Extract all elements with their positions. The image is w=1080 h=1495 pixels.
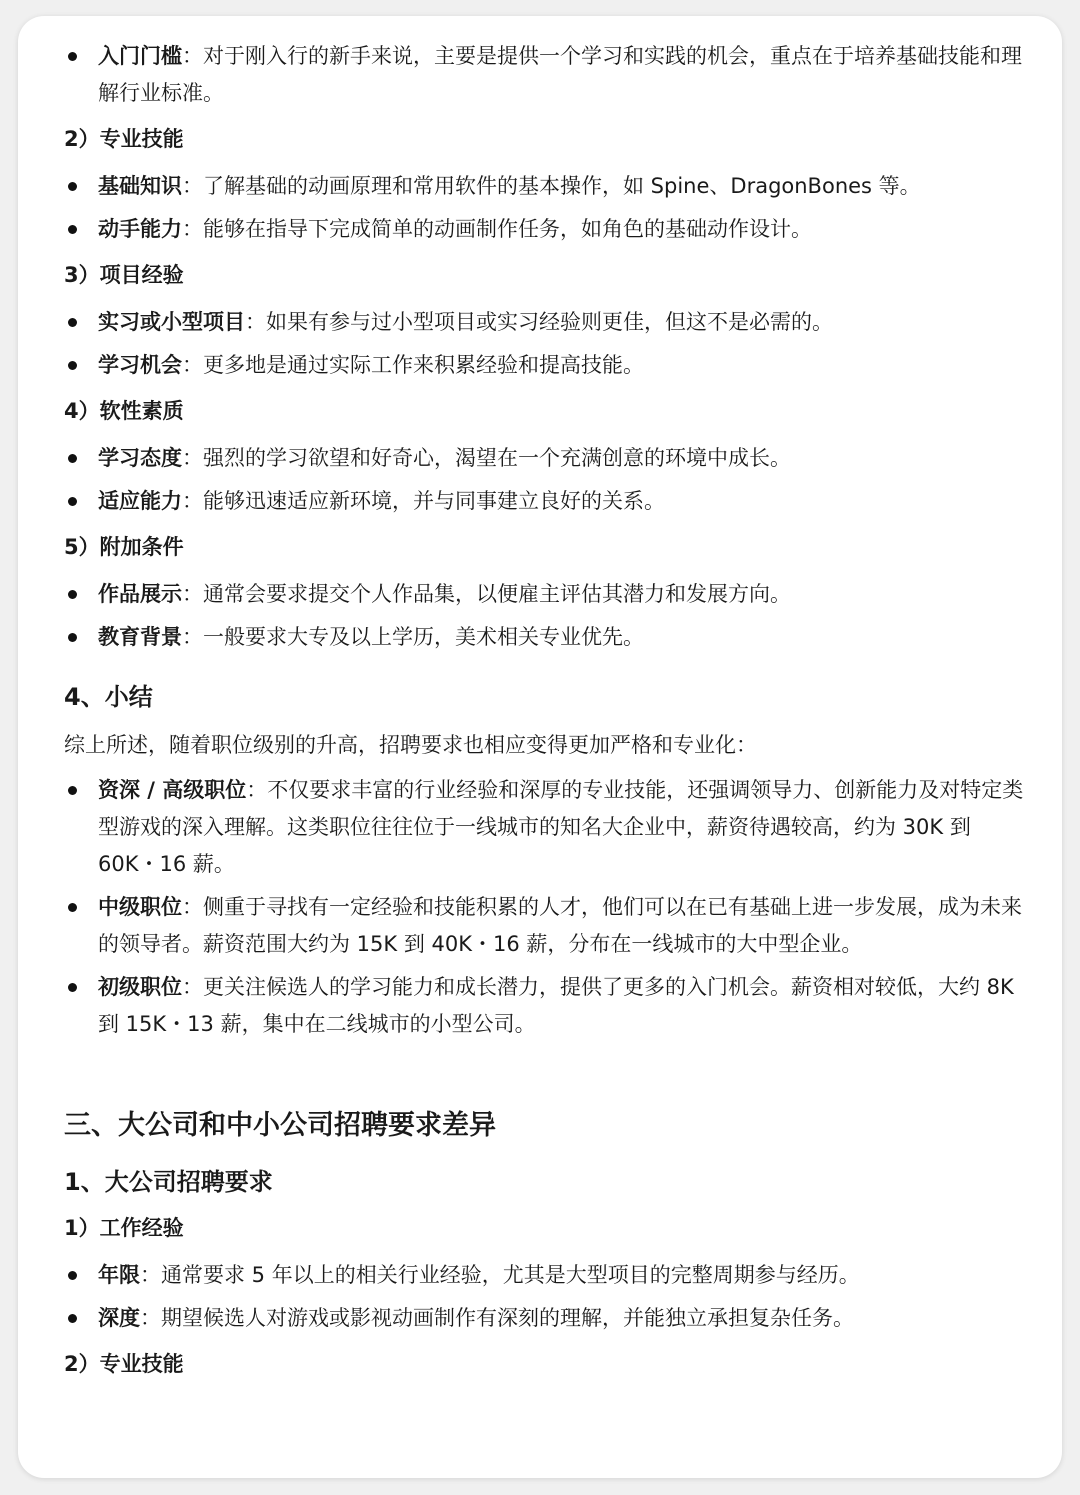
- bullet-dot: [68, 361, 77, 370]
- section-heading: 1、大公司招聘要求: [64, 1168, 273, 1196]
- item-colon: ：: [182, 625, 203, 649]
- item-text: 通常会要求提交个人作品集，以便雇主评估其潜力和发展方向。: [203, 582, 791, 606]
- bullet-dot: [68, 497, 77, 506]
- item-colon: ：: [182, 582, 203, 606]
- item-colon: ：: [182, 217, 203, 241]
- list-item: [64, 576, 1024, 613]
- item-term: 资深 / 高级职位: [98, 778, 247, 802]
- item-text: 通常要求 5 年以上的相关行业经验，尤其是大型项目的完整周期参与经历。: [161, 1263, 860, 1287]
- bullet-dot: [68, 633, 77, 642]
- list-item: [64, 440, 1024, 477]
- list-item: [64, 969, 1024, 1043]
- list-item: [64, 211, 1024, 248]
- item-text: 期望候选人对游戏或影视动画制作有深刻的理解，并能独立承担复杂任务。: [161, 1306, 854, 1330]
- list-item: [64, 168, 1024, 205]
- item-term: 作品展示: [98, 582, 182, 606]
- item-colon: ：: [140, 1306, 161, 1330]
- list-item: [64, 38, 1024, 112]
- item-term: 教育背景: [98, 625, 182, 649]
- bullet-dot: [68, 52, 77, 61]
- subsection-heading: 2）专业技能: [64, 127, 184, 151]
- item-text: 不仅要求丰富的行业经验和深厚的专业技能，还强调领导力、创新能力及对特定类型游戏的深入理解。这类职位往往位于一线城市的知名大企业中，薪资待遇较高，约为 30K 到 60K・16 薪。: [98, 778, 1024, 876]
- bullet-dot: [68, 1314, 77, 1323]
- item-text: 了解基础的动画原理和常用软件的基本操作，如 Spine、DragonBones 等。: [203, 174, 921, 198]
- subsection-heading: 5）附加条件: [64, 535, 184, 559]
- item-term: 动手能力: [98, 217, 182, 241]
- item-term: 入门门槛: [98, 44, 182, 68]
- item-term: 学习机会: [98, 353, 182, 377]
- item-term: 深度: [98, 1306, 140, 1330]
- item-colon: ：: [182, 44, 203, 68]
- bullet-dot: [68, 903, 77, 912]
- item-text: 一般要求大专及以上学历，美术相关专业优先。: [203, 625, 644, 649]
- article-card: [18, 16, 1062, 1478]
- item-colon: ：: [246, 778, 268, 802]
- item-colon: ：: [182, 975, 203, 999]
- bullet-dot: [68, 590, 77, 599]
- item-term: 年限: [98, 1263, 140, 1287]
- item-term: 学习态度: [98, 446, 182, 470]
- bullet-dot: [68, 318, 77, 327]
- list-item: [64, 772, 1024, 883]
- bullet-dot: [68, 983, 77, 992]
- list-item: [64, 1257, 1024, 1294]
- item-colon: ：: [182, 353, 203, 377]
- item-term: 中级职位: [98, 895, 182, 919]
- list-item: [64, 619, 1024, 656]
- chapter-heading: 三、大公司和中小公司招聘要求差异: [64, 1110, 496, 1141]
- list-item: [64, 1300, 1024, 1337]
- item-colon: ：: [182, 446, 203, 470]
- item-text: 能够迅速适应新环境，并与同事建立良好的关系。: [203, 489, 665, 513]
- list-item: [64, 889, 1024, 963]
- bullet-dot: [68, 225, 77, 234]
- item-term: 适应能力: [98, 489, 182, 513]
- article-content: [64, 38, 1024, 1379]
- list-item: [64, 304, 1024, 341]
- item-colon: ：: [182, 174, 203, 198]
- subsection-heading: 1）工作经验: [64, 1216, 184, 1240]
- list-item: [64, 483, 1024, 520]
- subsection-heading: 2）专业技能: [64, 1352, 184, 1376]
- item-text: 侧重于寻找有一定经验和技能积累的人才，他们可以在已有基础上进一步发展，成为未来的领导者。薪资范围大约为 15K 到 40K・16 薪，分布在一线城市的大中型企业。: [98, 895, 1022, 956]
- item-colon: ：: [182, 895, 203, 919]
- section-heading: 4、小结: [64, 683, 153, 711]
- item-term: 基础知识: [98, 174, 182, 198]
- item-colon: ：: [182, 489, 203, 513]
- subsection-heading: 4）软性素质: [64, 399, 184, 423]
- item-colon: ：: [140, 1263, 161, 1287]
- item-term: 实习或小型项目: [98, 310, 245, 334]
- bullet-dot: [68, 182, 77, 191]
- item-term: 初级职位: [98, 975, 182, 999]
- bullet-dot: [68, 786, 77, 795]
- item-text: 能够在指导下完成简单的动画制作任务，如角色的基础动作设计。: [203, 217, 812, 241]
- bullet-dot: [68, 454, 77, 463]
- item-text: 对于刚入行的新手来说，主要是提供一个学习和实践的机会，重点在于培养基础技能和理解行业标准。: [98, 44, 1022, 105]
- item-text: 如果有参与过小型项目或实习经验则更佳，但这不是必需的。: [266, 310, 833, 334]
- paragraph: 综上所述，随着职位级别的升高，招聘要求也相应变得更加严格和专业化：: [64, 733, 757, 757]
- bullet-dot: [68, 1271, 77, 1280]
- subsection-heading: 3）项目经验: [64, 263, 184, 287]
- item-text: 强烈的学习欲望和好奇心，渴望在一个充满创意的环境中成长。: [203, 446, 791, 470]
- item-text: 更多地是通过实际工作来积累经验和提高技能。: [203, 353, 644, 377]
- list-item: [64, 347, 1024, 384]
- item-text: 更关注候选人的学习能力和成长潜力，提供了更多的入门机会。薪资相对较低，大约 8K 到 15K・13 薪，集中在二线城市的小型公司。: [98, 975, 1014, 1036]
- item-colon: ：: [245, 310, 266, 334]
